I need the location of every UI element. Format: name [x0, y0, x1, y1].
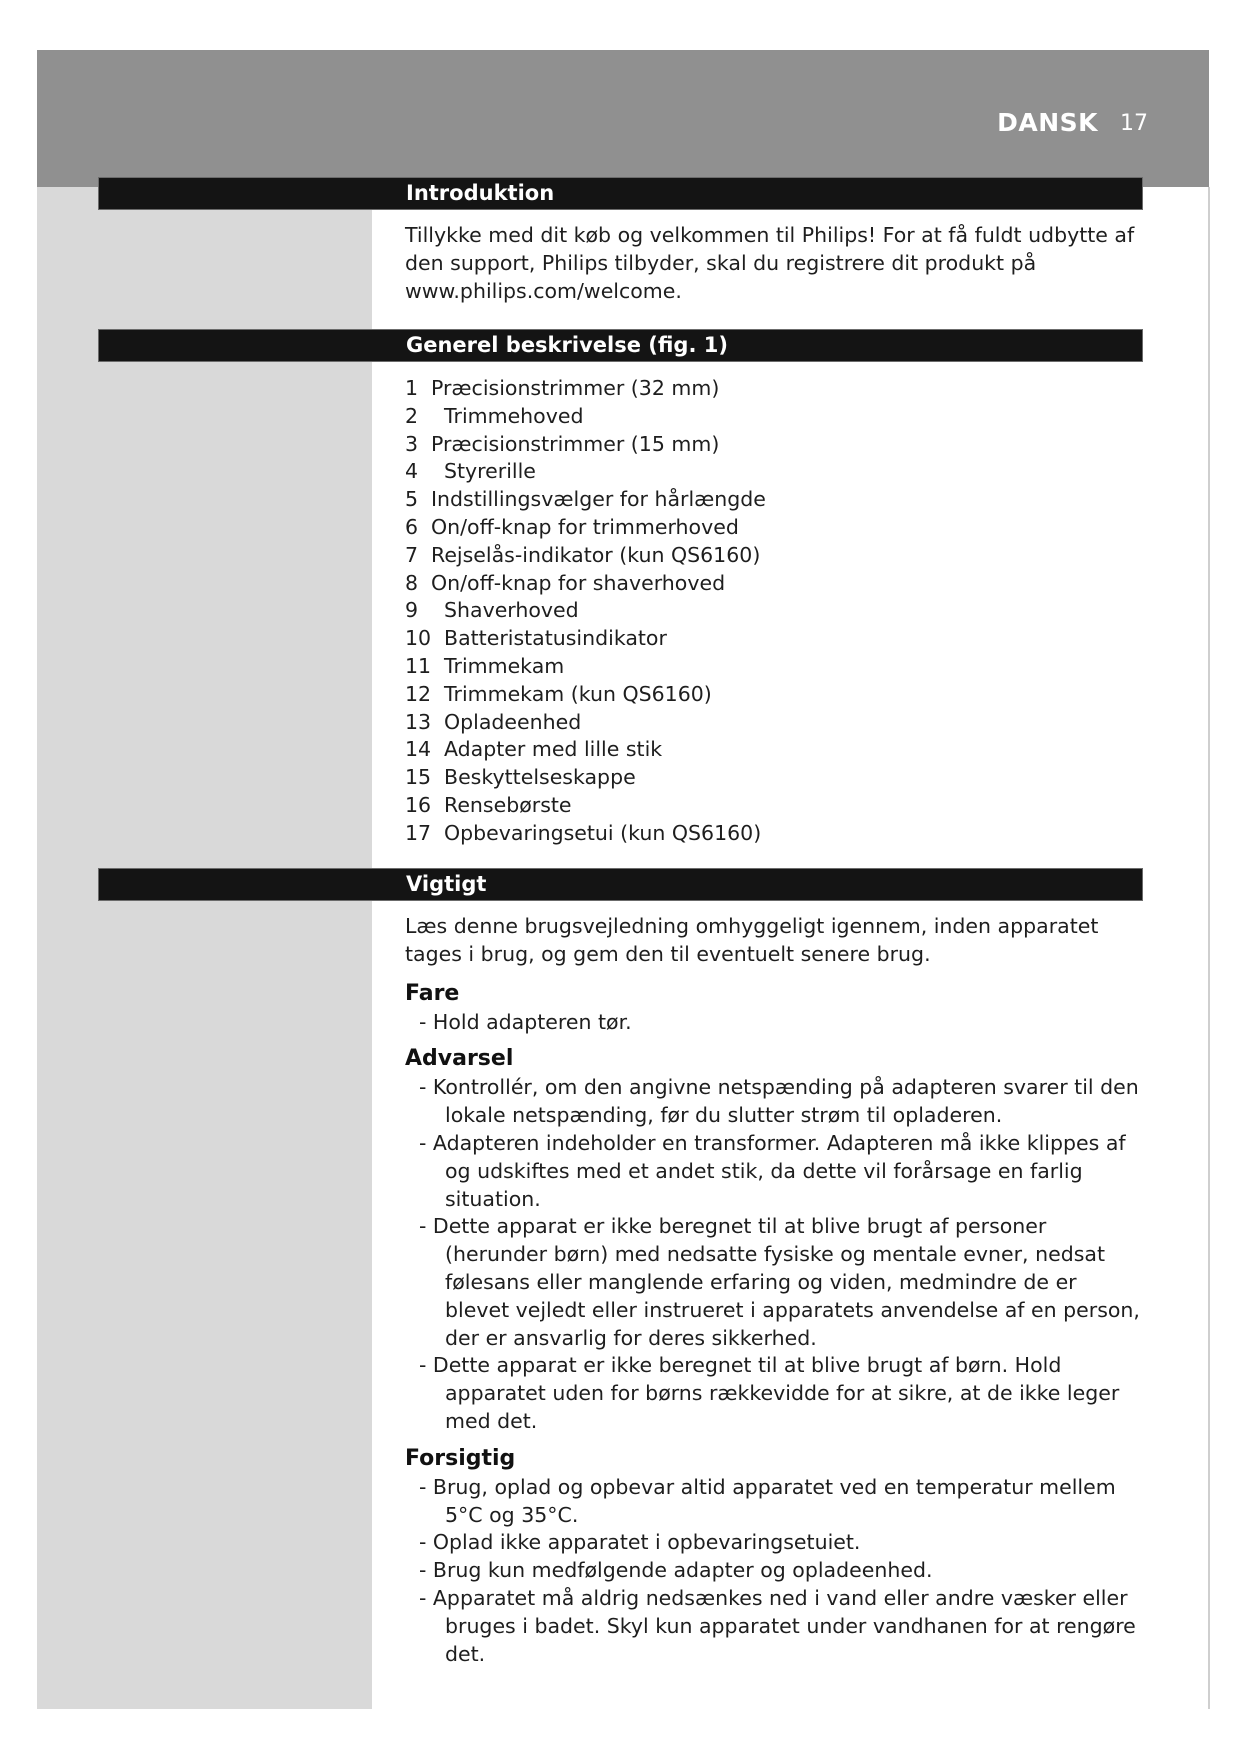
list-item: [405, 653, 1145, 681]
item-label: Trimmehoved: [444, 403, 584, 428]
section-title: Generel beskrivelse (fig. 1): [406, 333, 728, 357]
item-number: 15: [405, 765, 432, 790]
item-number: 7: [405, 542, 419, 567]
warning-list: [405, 1074, 1145, 1435]
item-label: Beskyttelseskappe: [444, 765, 636, 790]
item-label: Trimmekam: [444, 653, 565, 678]
caution-list: [405, 1474, 1145, 1669]
list-item: [405, 542, 1145, 570]
item-number: 6: [405, 514, 419, 539]
list-item: [405, 597, 1145, 625]
item-label: Adapter med lille stik: [444, 737, 663, 762]
item-number: 3: [405, 431, 419, 456]
list-item: - Apparatet må aldrig nedsænkes ned i vand eller andre væsker eller bruges i badet. Skyl kun apparatet under vandhanen for at rengøre det.: [419, 1585, 1136, 1666]
item-label: Opbevaringsetui (kun QS6160): [444, 820, 762, 845]
list-item: [405, 736, 1145, 764]
list-item: [405, 431, 1145, 459]
list-item: [405, 486, 1145, 514]
page-number: 17: [1120, 111, 1148, 136]
item-label: Rensebørste: [444, 792, 572, 817]
item-number: 13: [405, 709, 432, 734]
item-number: 9: [405, 598, 419, 623]
item-label: Præcisionstrimmer (15 mm): [431, 431, 720, 456]
item-label: Rejselås-indikator (kun QS6160): [431, 542, 761, 567]
header-language: DANSK: [997, 108, 1098, 137]
danger-list: [405, 1009, 1145, 1037]
item-number: 14: [405, 737, 432, 762]
list-item: [405, 403, 1145, 431]
important-intro: Læs denne brugsvejledning omhyggeligt igennem, inden apparatet tages i brug, og gem den til eventuelt senere brug.: [405, 914, 1099, 966]
right-page-edge: [1208, 187, 1210, 1709]
list-item: [405, 792, 1145, 820]
list-item: [405, 709, 1145, 737]
item-label: Indstillingsvælger for hårlængde: [431, 487, 766, 512]
item-number: 2: [405, 403, 419, 428]
item-number: 5: [405, 487, 419, 512]
item-number: 4: [405, 459, 419, 484]
danger-heading: Fare: [405, 980, 460, 1006]
list-item: [405, 681, 1145, 709]
item-number: 1: [405, 376, 419, 400]
item-number: 12: [405, 681, 432, 706]
item-label: Præcisionstrimmer (32 mm): [431, 376, 720, 400]
list-item: [405, 820, 1145, 848]
list-item: [405, 458, 1145, 486]
item-label: Trimmekam (kun QS6160): [444, 681, 712, 706]
list-item: [405, 514, 1145, 542]
item-label: On/off-knap for shaverhoved: [431, 570, 726, 595]
introduction-body: [405, 222, 1145, 305]
caution-heading: Forsigtig: [405, 1445, 516, 1471]
left-margin-column: [37, 187, 372, 1709]
list-item: [405, 764, 1145, 792]
list-item: - Kontrollér, om den angivne netspænding på adapteren svarer til den lokale netspænding, før du slutter strøm til opladeren.: [419, 1075, 1139, 1128]
section-bar-important: [98, 868, 1143, 901]
list-item: [405, 375, 1145, 403]
list-item: - Hold adapteren tør.: [419, 1009, 632, 1034]
list-item: - Dette apparat er ikke beregnet til at blive brugt af personer (herunder børn) med nedsatte fysiske og mentale evner, nedsat følesans eller manglende erfaring og viden, medmindre de er blevet vejledt eller instrueret i apparatets anvendelse af en person, der er ansvarlig for deres sikkerhed.: [419, 1214, 1140, 1350]
introduction-text: Tillykke med dit køb og velkommen til Philips! For at få fuldt udbytte af den support, Philips tilbyder, skal du registrere dit produkt på www.philips.com/welcome.: [405, 223, 1135, 303]
list-item: - Oplad ikke apparatet i opbevaringsetuiet.: [419, 1530, 861, 1555]
parts-list: [405, 375, 1145, 848]
list-item: - Adapteren indeholder en transformer. Adapteren må ikke klippes af og udskiftes med et andet stik, da dette vil forårsage en farlig situation.: [419, 1130, 1126, 1211]
important-body: [405, 913, 1145, 1676]
section-bar-general: [98, 329, 1143, 362]
section-title: Introduktion: [406, 181, 555, 205]
item-number: 11: [405, 653, 432, 678]
item-label: Shaverhoved: [444, 598, 579, 623]
list-item: [405, 625, 1145, 653]
list-item: - Dette apparat er ikke beregnet til at blive brugt af børn. Hold apparatet uden for børns rækkevidde for at sikre, at de ikke leger med det.: [419, 1353, 1120, 1433]
list-item: - Brug kun medfølgende adapter og opladeenhed.: [419, 1558, 933, 1583]
item-number: 17: [405, 820, 432, 845]
section-title: Vigtigt: [406, 872, 487, 896]
item-number: 10: [405, 626, 432, 651]
item-label: Styrerille: [444, 459, 536, 484]
section-bar-introduction: [98, 177, 1143, 210]
item-label: Batteristatusindikator: [444, 626, 667, 651]
list-item: - Brug, oplad og opbevar altid apparatet ved en temperatur mellem 5°C og 35°C.: [419, 1474, 1116, 1527]
item-number: 16: [405, 792, 432, 817]
warning-heading: Advarsel: [405, 1046, 514, 1072]
general-description-body: [405, 375, 1145, 848]
item-label: On/off-knap for trimmerhoved: [431, 514, 739, 539]
list-item: [405, 570, 1145, 598]
item-number: 8: [405, 570, 419, 595]
item-label: Opladeenhed: [444, 709, 582, 734]
